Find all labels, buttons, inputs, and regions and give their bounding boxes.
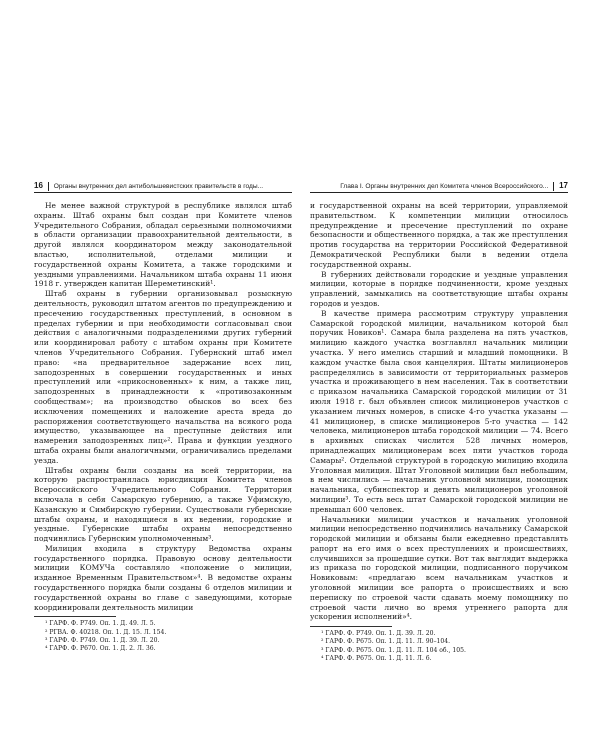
paragraph: В качестве примера рассмотрим структуру управления Самарской городской милиции, начальником которой был поручик Новиков¹. Самара была разделена на пять участков, милицию каждого участка возглавлял начальник милиции участка. У него имелись старший и младший помощники. В каждом участке была своя канцелярия. Штаты милиционеров распределялись в зависимости от территориальных размеров участка и проживающего в нем населения. Так в соответствии с приказом начальника Самарской городской милиции от 31 июля 1918 г. был объявлен список милиционеров участков с указанием личных номеров, в списке 4-го участка указаны — 41 милиционер, в списке милиционеров 5-го участка — 142 человека, милиционеров штаба городской милиции — 74. Всего в архивных списках числится 528 личных номеров, принадлежащих милиционерам всех пяти участков города Самары². Отдельной структурой в городскую милицию входила Уголовная милиция. Штат Уголовной милиции был небольшим, в нем числились — начальник уголовной милиции, помощник начальника, субинспектор и девять милиционеров уголовной милиции³. То есть весь штат Самарской городской милиции не превышал 600 человек. xyxy=(310,308,568,514)
paragraph: Не менее важной структурой в республике являлся штаб охраны. Штаб охраны был создан при Комитете членов Учредительного Собрания, обладал серьезными полномочиями в области организации правоохранительной деятельности, в другой являлся координатором между законодательной властью, исполнительной, отделами милиции и государственной охраны Комитета, а также городскими и уездными управлениями. Начальником штаба охраны 11 июня 1918 г. утвержден капитан Шереметинский¹. xyxy=(34,201,292,289)
left-footnotes xyxy=(34,616,292,653)
footnote: ² РГВА. Ф. 40218. Оп. 1. Д. 15. Л. 154. xyxy=(45,628,167,636)
right-running-title: Глава I. Органы внутренних дел Комитета членов Всероссийского... xyxy=(340,183,549,190)
footnote-rule xyxy=(310,626,392,627)
paragraph: Штаб охраны в губернии организовывал розыскную деятельность, руководил штатом агентов по предупреждению и пресечению государственных преступлений, в основном в пределах губернии и при необходимости согласовывал свои действия с аналогичными подразделениями других губерний или координировал работу с штабом охраны при Комитете членов Учредительного Собрания. Губернский штаб имел право: «на предварительное задержание всех лиц, заподозренных в совершении государственных и иных преступлений или «прикосновенных» к ним, а также лиц, заподозренных в принадлежности к «противозаконным сообществам»; на производство обысков во всех без исключения помещениях и наложение ареста вреда до распоряжения соответствующего начальства на всякого рода имущество, указывающее на преступные действия или намерения заподозренных лиц»². Права и функции уездного штаба охраны были аналогичными, ограничивались пределами уезда. xyxy=(34,289,292,465)
paragraph: Штабы охраны были созданы на всей территории, на которую распространялась юрисдикция Комитета членов Всероссийского Учредительного Собрания. Территория включала в себя Самарскую губернию, а также Уфимскую, Казанскую и Симбирскую губернии. Существовали губернские штабы охраны, и находящиеся в их ведении, городские и уездные. Губернские штабы охраны непосредственно подчинялись Губернским уполномоченным³. xyxy=(34,465,292,544)
left-running-title: Органы внутренних дел антибольшевистских правительств в годы... xyxy=(53,183,264,190)
left-page xyxy=(34,180,292,653)
footnote: ² ГАРФ. Ф. Р675. Оп. 1. Д. 11. Л. 90–104. xyxy=(321,638,451,646)
footnote: ⁴ ГАРФ. Ф. Р670. Оп. 1. Д. 2. Л. 36. xyxy=(45,645,156,653)
right-page-header xyxy=(310,180,568,193)
footnote: ¹ ГАРФ. Ф. Р749. Оп. 1. Д. 39. Л. 20. xyxy=(321,630,436,638)
left-page-number: 16 xyxy=(34,181,43,190)
footnote: ⁴ ГАРФ. Ф. Р675. Оп. 1. Д. 11. Л. 6. xyxy=(321,654,432,662)
right-page xyxy=(310,180,568,663)
right-body-text xyxy=(310,201,568,622)
footnote: ³ ГАРФ. Ф. Р675. Оп. 1. Д. 11. Л. 104 об., 105. xyxy=(321,646,466,654)
paragraph: В губерниях действовали городские и уездные управления милиции, которые в порядке подчиненности, кроме уездных управлений, замыкались на соответствующие штабы охраны городов и уездов. xyxy=(310,269,568,308)
left-body-text xyxy=(34,201,292,612)
paragraph: Милиция входила в структуру Ведомства охраны государственного порядка. Правовую основу деятельности милиции КОМУЧа составляло «положение о милиции, изданное Временным Правительством»⁴. В ведомстве охраны государственного порядка были созданы 6 отделов милиции и государственной охраны во главе с заведующими, которые координировали деятельность милиции xyxy=(34,543,292,612)
header-separator xyxy=(48,182,49,191)
footnote: ³ ГАРФ. Ф. Р749. Оп. 1. Д. 39. Л. 20. xyxy=(45,636,160,644)
right-footnotes xyxy=(310,626,568,663)
left-page-header xyxy=(34,180,292,193)
paragraph: Начальники милиции участков и начальник уголовной милиции непосредственно подчинялись начальнику Самарской городской милиции и обязаны были ежедневно представлять рапорт на его имя о всех преступлениях и происшествиях, случившихся за прошедшие сутки. Вот так выглядит выдержка из приказа по городской милиции, подписанного поручиком Новиковым: «предлагаю всем начальникам участков и уголовной милиции все рапорта о происшествиях и всю переписку по строевой части сдавать моему помощнику по строевой части лично во время утреннего рапорта для ускорения исполнений»⁴. xyxy=(310,514,568,622)
header-separator xyxy=(553,182,554,191)
paragraph: и государственной охраны на всей территории, управляемой правительством. К компетенции милиции относилось предупреждение и пресечение преступлений по охране безопасности и общественного порядка, а так же преступления против государства на территории Российской Федеративной Демократической Республики были в ведении отдела государственной охраны. xyxy=(310,201,568,269)
right-page-number: 17 xyxy=(559,181,568,190)
footnote: ¹ ГАРФ. Ф. Р749. Оп. 1. Д. 49. Л. 5. xyxy=(45,620,156,628)
footnote-rule xyxy=(34,616,116,617)
